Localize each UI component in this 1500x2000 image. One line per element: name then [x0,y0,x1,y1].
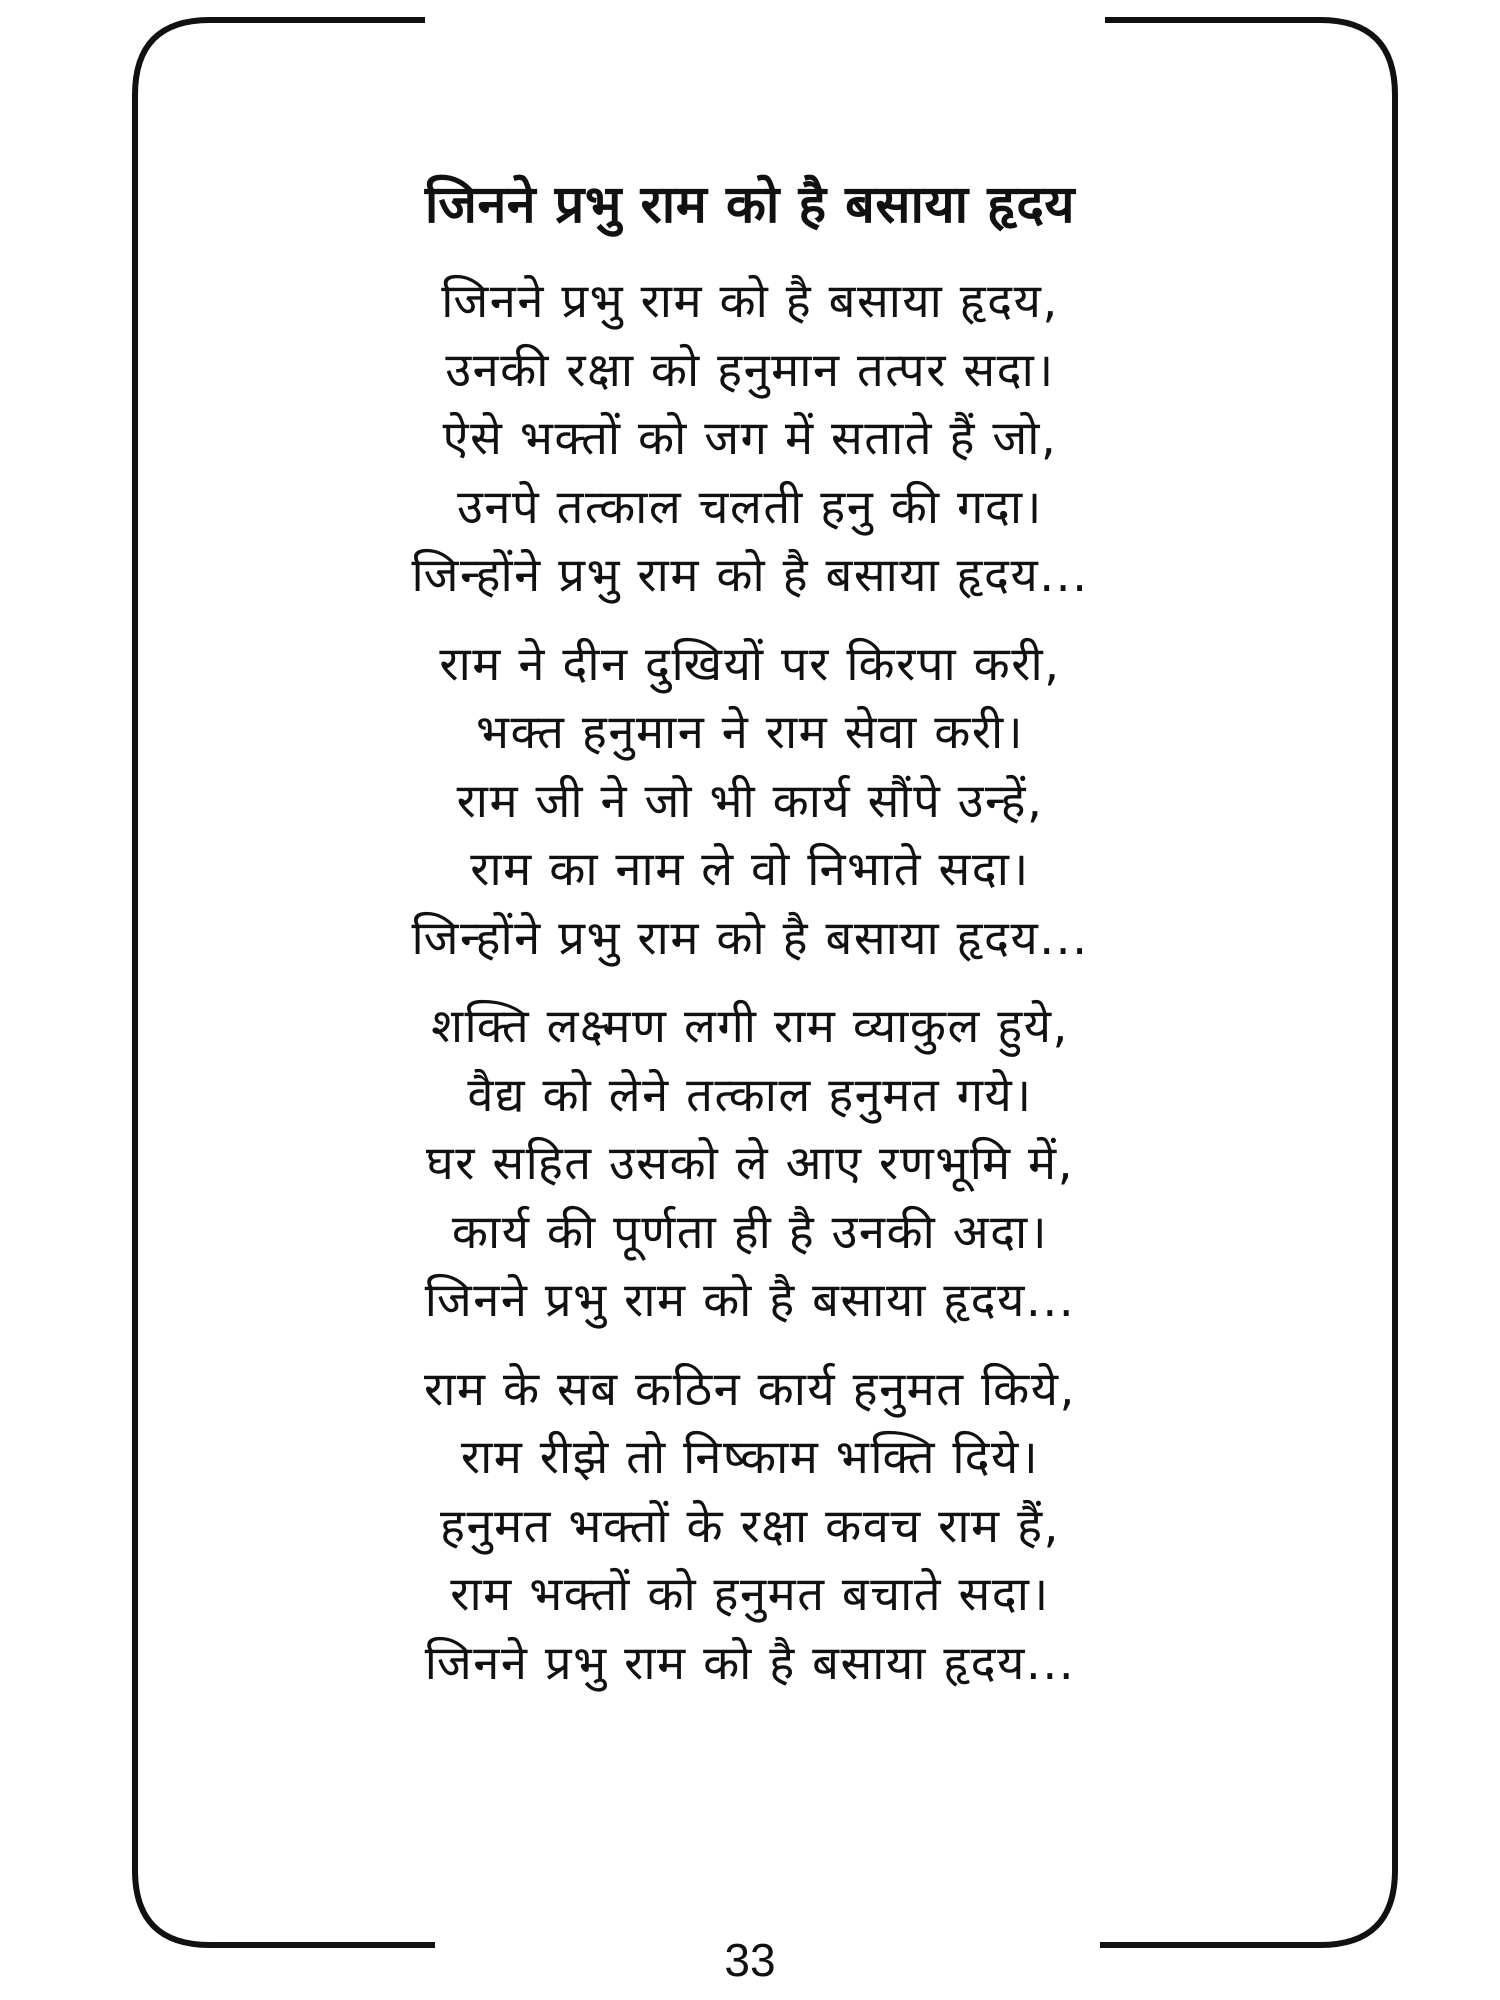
stanza-4 [300,1356,1200,1699]
verse-line: राम के सब कठिन कार्य हनुमत किये, [424,1361,1076,1417]
song-page [300,170,1200,1718]
page-number: 33 [724,1934,776,1986]
refrain-line: जिनने प्रभु राम को है बसाया हृदय... [424,1273,1076,1328]
verse-line: शक्ति लक्ष्मण लगी राम व्याकुल हुये, [431,999,1069,1054]
refrain-line: जिन्होंने प्रभु राम को है बसाया हृदय... [411,548,1089,603]
verse-line: राम ने दीन दुखियों पर किरपा करी, [439,636,1061,692]
refrain-line: जिन्होंने प्रभु राम को है बसाया हृदय... [411,910,1089,966]
refrain-line: जिनने प्रभु राम को है बसाया हृदय... [424,1635,1076,1691]
verse-line: भक्त हनुमान ने राम सेवा करी। [475,705,1025,760]
verse-line: उनपे तत्काल चलती हनु की गदा। [457,479,1043,535]
verse-line: उनकी रक्षा को हनुमान तत्पर सदा। [445,342,1055,398]
stanza-1 [300,268,1200,611]
verse-line: हनुमत भक्तों के रक्षा कवच राम हैं, [440,1498,1060,1554]
verse-line: जिनने प्रभु राम को है बसाया हृदय, [441,274,1059,329]
verse-line: कार्य की पूर्णता ही है उनकी अदा। [451,1204,1049,1260]
song-title: जिनने प्रभु राम को है बसाया हृदय [424,175,1076,235]
stanza-2 [300,631,1200,974]
verse-line: घर सहित उसको ले आए रणभूमि में, [425,1136,1075,1191]
stanza-3 [300,993,1200,1336]
verse-line: राम का नाम ले वो निभाते सदा। [470,842,1030,897]
verse-line: वैद्य को लेने तत्काल हनुमत गये। [467,1067,1033,1123]
verse-line: राम जी ने जो भी कार्य सौंपे उन्हें, [456,773,1044,829]
verse-line: राम भक्तों को हनुमत बचाते सदा। [450,1567,1050,1622]
verse-line: ऐसे भक्तों को जग में सताते हैं जो, [442,411,1058,466]
verse-line: राम रीझे तो निष्काम भक्ति दिये। [460,1430,1040,1485]
